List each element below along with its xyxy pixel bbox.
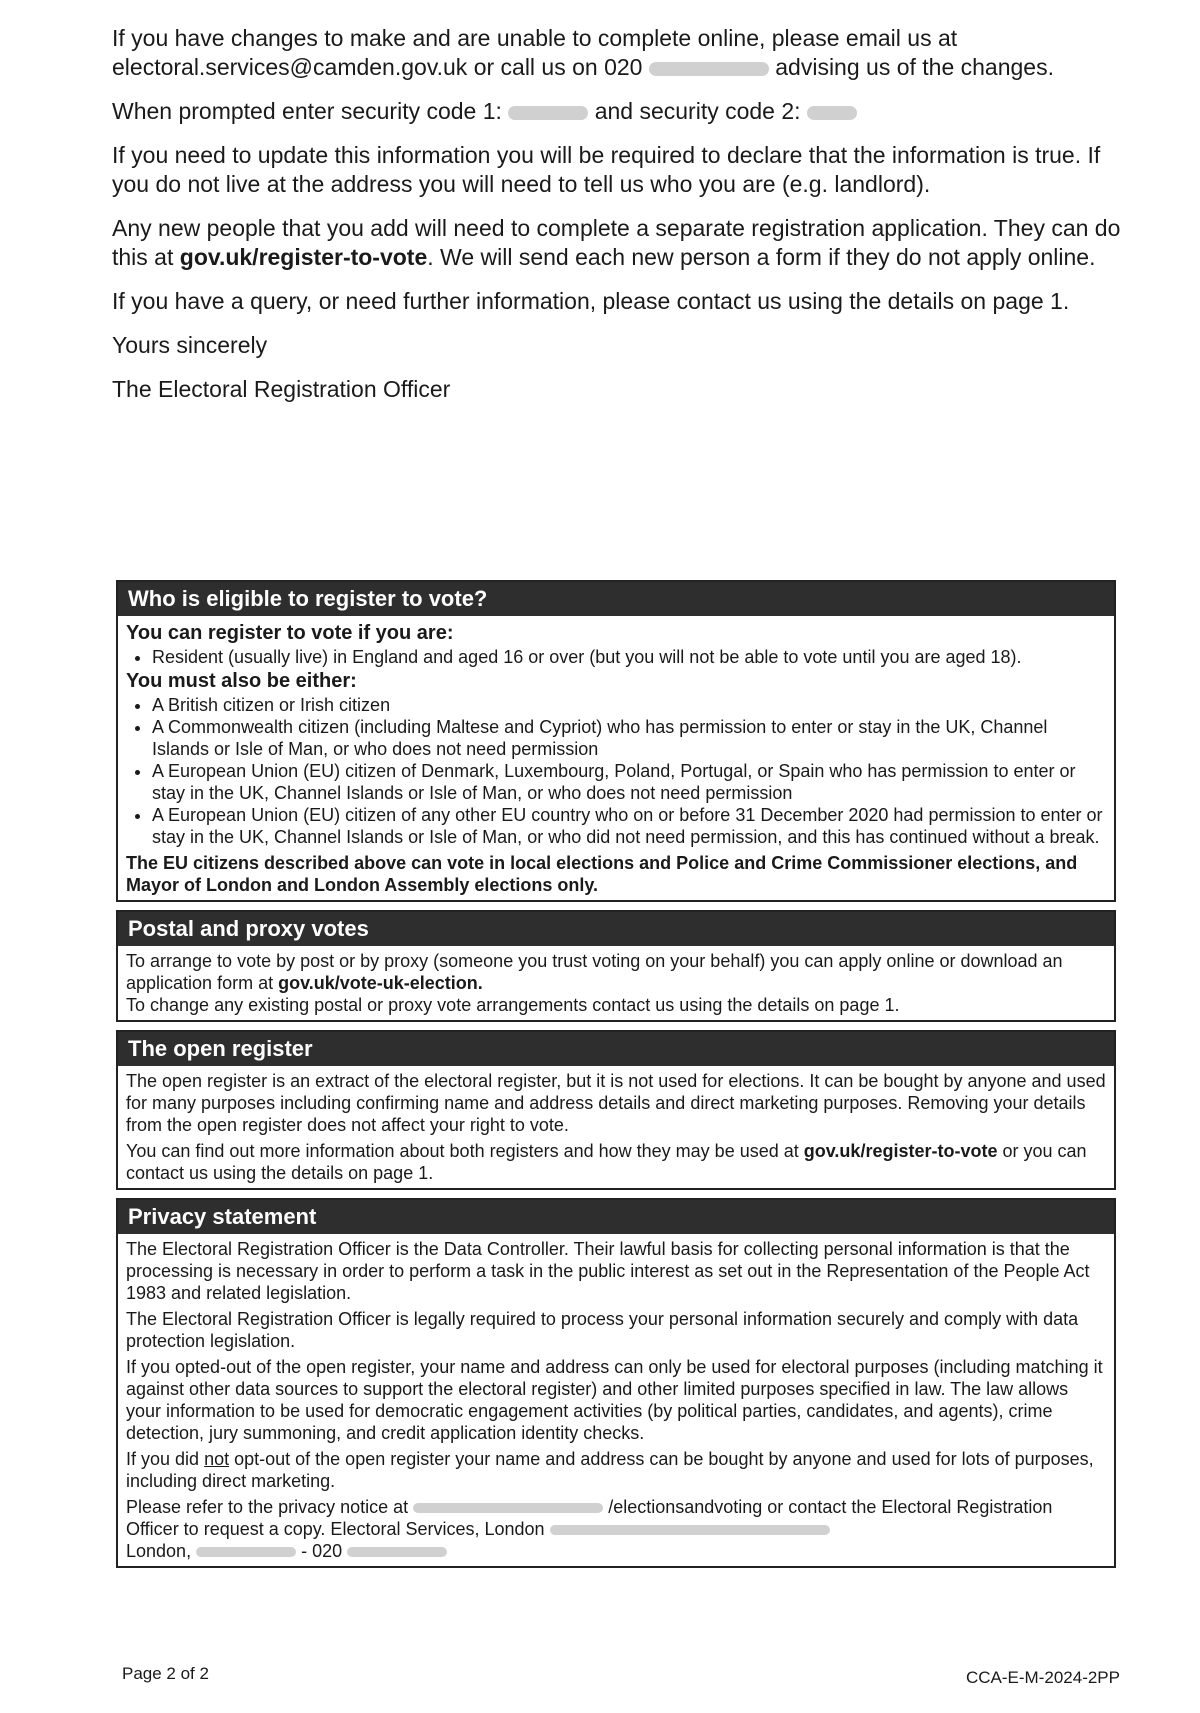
redacted-phone-2 (347, 1547, 447, 1557)
privacy-p5-start: Please refer to the privacy notice at (126, 1497, 409, 1517)
open-register-box (116, 1030, 1116, 1190)
open-register-text: The open register is an extract of the electoral register, but it is not used for elections. It can be bought by anyone and used for many purposes including confirming name and address details and direct marketing purposes. Removing your details from the open register does not affect your right to vote. (126, 1071, 1106, 1135)
list-item: • A British citizen or Irish citizen (152, 694, 1106, 716)
list-item: • A European Union (EU) citizen of any other EU country who on or before 31 December 2020 had permission to enter or stay in the UK, Channel Islands or Isle of Man, or who did not need permission, and this has continued without a break. (152, 804, 1106, 848)
redacted-code-2 (807, 106, 857, 120)
eligibility-heading: Who is eligible to register to vote? (118, 582, 1114, 616)
eligibility-sub1: You can register to vote if you are: (126, 622, 454, 644)
redacted-url (413, 1503, 603, 1513)
paragraph-declare: If you need to update this information you will be required to declare that the information is true. If you do not live at the address you will need to tell us who you are (e.g. landlord). (112, 142, 1101, 197)
open-register-more (126, 1140, 1106, 1184)
eligibility-box (116, 580, 1116, 902)
postal-body (118, 946, 1114, 1020)
security-code-2-label: and security code 2: (594, 98, 801, 124)
privacy-p3: If you opted-out of the open register, your name and address can only be used for electoral purposes (including matching it against other data sources to support the electoral register) and other limited purposes specified in law. The law allows your information to be used for democratic engagement activities (by political parties, candidates, and agents), crime detection, jury summoning, and credit application identity checks. (126, 1357, 1103, 1443)
redacted-phone (649, 62, 769, 76)
privacy-p5-london: London, (126, 1541, 192, 1561)
open-register-heading: The open register (118, 1032, 1114, 1066)
postal-box (116, 910, 1116, 1022)
contact-text: If you have changes to make and are unable to complete online, please email us at electoral.services@camden.gov.uk or call us on 020 (112, 25, 958, 80)
privacy-p2: The Electoral Registration Officer is legally required to process your personal information securely and comply with data protection legislation. (126, 1309, 1079, 1351)
info-boxes (116, 580, 1116, 1576)
new-people-text: Any new people that you add will need to complete a separate registration application. They can do this at (112, 215, 1121, 270)
open-register-link[interactable]: gov.uk/register-to-vote (803, 1141, 998, 1161)
privacy-p5 (126, 1496, 1106, 1562)
privacy-p5-mid: /electionsandvoting or contact the Electoral Registration Officer to request a copy. Electoral Services, London (126, 1497, 1053, 1539)
privacy-p4-end: opt-out of the open register your name and address can be bought by anyone and used for lots of purposes, including direct marketing. (126, 1449, 1094, 1491)
privacy-p4-start: If you did (126, 1449, 200, 1469)
closing: Yours sincerely (112, 332, 268, 358)
document-reference: CCA-E-M-2024-2PP (966, 1668, 1120, 1687)
paragraph-new-people (112, 214, 1122, 272)
redacted-address (550, 1525, 830, 1535)
privacy-p4 (126, 1448, 1106, 1492)
list-item: • A Commonwealth citizen (including Maltese and Cypriot) who has permission to enter or stay in the UK, Channel Islands or Isle of Man, or who does not need permission (152, 716, 1106, 760)
page-number: Page 2 of 2 (122, 1664, 209, 1683)
open-register-more-text: You can find out more information about both registers and how they may be used at (126, 1141, 799, 1161)
eligibility-sub2: You must also be either: (126, 670, 357, 692)
security-code-1-label: When prompted enter security code 1: (112, 98, 502, 124)
list-item: • Resident (usually live) in England and aged 16 or over (but you will not be able to vote until you are aged 18). (152, 646, 1106, 668)
open-register-more-end: or you can contact us using the details on page 1. (126, 1141, 1087, 1183)
postal-link[interactable]: gov.uk/vote-uk-election. (278, 973, 483, 993)
paragraph-security-codes (112, 97, 1122, 126)
paragraph-contact (112, 24, 1122, 82)
privacy-p1: The Electoral Registration Officer is the Data Controller. Their lawful basis for collecting personal information is that the processing is necessary in order to perform a task in the public interest as set out in the Representation of the People Act 1983 and related legislation. (126, 1239, 1090, 1303)
postal-text: To arrange to vote by post or by proxy (someone you trust voting on your behalf) you can apply online or download an application form at (126, 951, 1063, 993)
postal-heading: Postal and proxy votes (118, 912, 1114, 946)
letter-body (112, 24, 1122, 419)
eligibility-list-1 (126, 646, 1106, 668)
postal-text-2: To change any existing postal or proxy vote arrangements contact us using the details on page 1. (126, 995, 900, 1015)
open-register-body (118, 1066, 1114, 1188)
privacy-heading: Privacy statement (118, 1200, 1114, 1234)
list-item: • A European Union (EU) citizen of Denmark, Luxembourg, Poland, Portugal, or Spain who has permission to enter or stay in the UK, Channel Islands or Isle of Man, or who does not need permission (152, 760, 1106, 804)
eligibility-body (118, 616, 1114, 900)
privacy-p5-phone: - 020 (301, 1541, 343, 1561)
privacy-box (116, 1198, 1116, 1568)
redacted-code-1 (508, 106, 588, 120)
contact-text-end: advising us of the changes. (775, 54, 1054, 80)
redacted-postcode (196, 1547, 296, 1557)
eligibility-list-2 (126, 694, 1106, 848)
privacy-body (118, 1234, 1114, 1566)
eu-note: The EU citizens described above can vote in local elections and Police and Crime Commissioner elections, and Mayor of London and London Assembly elections only. (126, 853, 1078, 895)
paragraph-query: If you have a query, or need further information, please contact us using the details on page 1. (112, 288, 1070, 314)
signatory: The Electoral Registration Officer (112, 376, 451, 402)
register-link[interactable]: gov.uk/register-to-vote (179, 244, 428, 270)
privacy-p4-not: not (204, 1449, 230, 1469)
new-people-text-end: . We will send each new person a form if they do not apply online. (427, 244, 1096, 270)
